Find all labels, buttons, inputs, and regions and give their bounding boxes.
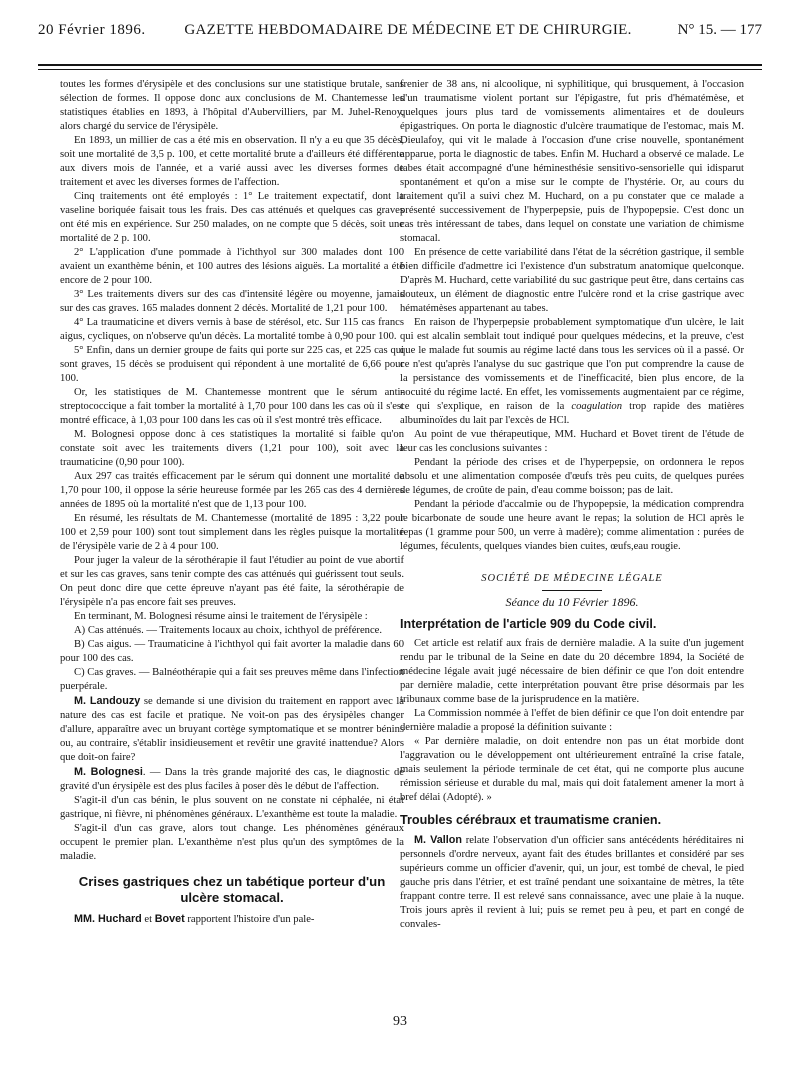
paragraph-text: En raison de l'hyperpepsie probablement symptomatique d'un ulcère, le lait qui est alcalin semblait tout indiqué pour quelques médecins, et la preuve, c'est que le malade fut soumis au régime lacté dans tous les services où il a passé. Or ce n'est qu'après l'analyse du suc gastrique que l'on put comprendre la cause de la persistance des vomissements et de l'inefficacité, bien plus encore, de la nocuité du régime lacté. En effet, les vomissements augmentaient par ce régime, ce qui s'explique, en raison de la [400, 317, 744, 412]
paragraph: 3° Les traitements divers sur des cas d'intensité légère ou moyenne, jamais sur des cas graves. 165 malades donnent 2 décès. Mortalité de 1,21 pour 100. [60, 289, 404, 314]
paragraph: 4° La traumaticine et divers vernis à base de stérésol, etc. Sur 115 cas francs aigus, cycliques, on n'observe qu'un décès. La mortalité tombe à 0,90 pour 100. [60, 317, 404, 342]
paragraph: Pendant la période des crises et de l'hyperpepsie, on ordonnera le repos absolu et une alimentation composée d'œufs très peu cuits, de quelques purées de légumes, de croûte de pain, d'eau comme boisson; pas de lait. [400, 457, 744, 496]
header-rule-thin [38, 69, 762, 70]
paragraph-text: trop rapide des matières albuminoïdes du lait par l'excès de HCl. [400, 401, 744, 426]
section-title: Crises gastriques chez un tabétique porteur d'un ulcère stomacal. [78, 874, 386, 905]
speaker-text: et [141, 914, 155, 925]
treatment-item-c: C) Cas graves. — Balnéothérapie qui a fait ses preuves même dans l'infection puerpérale. [60, 667, 404, 692]
issue-date: 20 Février 1896. [38, 22, 146, 38]
journal-title: GAZETTE HEBDOMADAIRE DE MÉDECINE ET DE CHIRURGIE. [184, 22, 632, 38]
right-column [400, 78, 744, 1010]
paragraph: En 1893, un millier de cas a été mis en observation. Il n'y a eu que 35 décès, soit une mortalité de 3,5 p. 100, et cette mortalité brute a d'ailleurs été différente aux divers mois de l'année, et a varié aussi avec les diverses formes de traitement et avec les diverses formes de l'affection. [60, 135, 404, 188]
paragraph: toutes les formes d'érysipèle et des conclusions sur une statistique brutale, sans sélection de formes. Il oppose donc aux conclusions de M. Chantemesse les statistiques établies en 1893, à l'hôpital d'Aubervilliers, par M. Juhel-Renoy, alors chargé du service de l'érysipèle. [60, 79, 404, 132]
speaker-text: relate l'observation d'un officier sans antécédents héréditaires ni personnels d'ordre nerveux, ayant fait des études brillantes et considéré par ses supérieurs comme un officier d'avenir, qui, un jour, est tombé de cheval, le pied gauche pris dans l'étrier, et est traîné pendant une soixantaine de mètres, la tête frappant contre terre. Il est relevé sans connaissance, avec une plaie à la nuque. Trois jours après il revient à lui; puis se remet peu à peu, et part en congé de convales- [400, 835, 744, 930]
speaker-name: M. Bolognesi [74, 766, 143, 778]
speaker-name: Bovet [154, 913, 185, 925]
paragraph: En terminant, M. Bolognesi résume ainsi le traitement de l'érysipèle : [74, 611, 368, 622]
paragraph-bolognesi [60, 765, 404, 794]
paragraph-huchard [60, 912, 404, 927]
speaker-name: M. Vallon [414, 834, 462, 846]
paragraph: Aux 297 cas traités efficacement par le sérum qui donnent une mortalité de 1,70 pour 100, il oppose la série heureuse formée par les 265 cas des 4 dernières années de 1895 où la mortalité n'est que de 1,13 pour 100. [60, 471, 404, 510]
paragraph: Pendant la période d'accalmie ou de l'hypopepsie, la médication comprendra le bicarbonate de soude une heure avant le repas; la solution de HCl après le repas (1 gramme pour 500, un verre à madère); comme alimentation : purées de légumes, féculents, quelques viandes bien cuites, œufs,eau rougie. [400, 499, 744, 552]
speaker-text: . — Dans la très grande majorité des cas, le diagnostic de gravité d'un érysipèle est des plus faciles à poser dès le début de l'affection. [60, 767, 404, 792]
paragraph-landouzy [60, 694, 404, 765]
paragraph-vallon [400, 833, 744, 932]
paragraph: Or, les statistiques de M. Chantemesse montrent que le sérum anti-streptococcique a fait tomber la mortalité à 1,70 pour 100 dans les cas où il s'est montré efficace, à 1,03 pour 100 dans les cas où il s'est montré très efficace. [60, 387, 404, 426]
speaker-name: MM. Huchard [74, 913, 142, 925]
article-title: Troubles cérébraux et traumatisme cranien. [400, 813, 662, 827]
paragraph: Cinq traitements ont été employés : 1° Le traitement expectatif, dont la vaseline boriquée faisait tous les frais. Des cas atténués et quelques cas graves ont été mis en expérience. Sur 250 malades, on ne compte que 5 décès, soit une mortalité de 2 p. 100. [60, 191, 404, 244]
treatment-item-a: A) Cas atténués. — Traitements locaux au choix, ichthyol de préférence. [74, 625, 383, 636]
paragraph: S'agit-il d'un cas bénin, le plus souvent on ne constate ni céphalée, ni état gastrique, ni fièvre, ni phénomènes généraux. L'exanthème est toute la maladie. [60, 795, 404, 820]
header-rule [38, 64, 762, 66]
speaker-text: rapportent l'histoire d'un pale- [184, 914, 315, 925]
paragraph: M. Bolognesi oppose donc à ces statistiques la mortalité si faible qu'on constate soit avec les traitements divers (1,21 pour 100), soit avec la traumaticine (0,90 pour 100). [60, 429, 404, 468]
article-title: Interprétation de l'article 909 du Code civil. [400, 617, 657, 631]
paragraph: En présence de cette variabilité dans l'état de la sécrétion gastrique, il semble bien difficile d'admettre ici l'existence d'un substratum anatomique quelconque. D'après M. Huchard, cette variabilité du suc gastrique peut être, dans certains cas douteux, un élément de diagnostic entre l'ulcère rond et la crise gastrique avec hématémèses appartenant au tabes. [400, 247, 744, 314]
paragraph: Pour juger la valeur de la sérothérapie il faut l'étudier au point de vue abortif et sur les cas graves, sans tenir compte des cas atténués qui guérissent tout seuls. On peut donc dire que cette épreuve n'ayant pas été faite, la sérothérapie de l'érysipèle n'a pas encore fait ses preuves. [60, 555, 404, 608]
paragraph: Cet article est relatif aux frais de dernière maladie. A la suite d'un jugement rendu par le tribunal de la Seine en date du 20 décembre 1894, la Société de médecine légale avait jugé nécessaire de bien définir ce que l'on doit entendre par dernière maladie, cette interprétation pouvant être prise désormais par les tribunaux comme base de la jurisprudence en la matière. [400, 638, 744, 705]
paragraph: La Commission nommée à l'effet de bien définir ce que l'on doit entendre par dernière maladie a proposé la définition suivante : [400, 708, 744, 733]
speaker-name: M. Landouzy [74, 695, 141, 707]
issue-number: N° 15. — 177 [677, 22, 762, 38]
paragraph: frenier de 38 ans, ni alcoolique, ni syphilitique, qui brusquement, à l'occasion d'un traumatisme violent portant sur l'épigastre, fut pris d'hématémèse, et quelques jours plus tard de vomissements alimentaires et de douleurs épigastriques. On porta le diagnostic d'ulcère traumatique de l'estomac, mais M. Dieulafoy, qui vit le malade à l'occasion d'une crise nouvelle, spontanément apparue, porta le diagnostic de tabes. Enfin M. Huchard a observé ce malade. Le tabes était accompagné d'une héminesthésie sensitivo-sensorielle qui idisparut spontanément et qu'on a mise sur le compte de l'hystérie. Or, au cours du traitement qu'il a suivi chez M. Huchard, on a pu constater que ce malade a présenté successivement de l'hyperpepsie, puis de l'hypopepsie. C'est donc un cas très intéressant de tabes, dans lequel on constate une variation de chimisme stomacal. [400, 79, 744, 244]
page-folio: 93 [393, 1014, 407, 1029]
paragraph: 5° Enfin, dans un dernier groupe de faits qui porte sur 225 cas, et 225 cas qui sont graves, 15 décès se produisent qui répondent à une mortalité de 6,66 pour 100. [60, 345, 404, 384]
speaker-text: se demande si une division du traitement en rapport avec la nature des cas est facile et pratique. Ne voit-on pas des érysipèles changer d'allure, apparaître avec un bruyant cortège symptomatique et se montrer bénins ou, au contraire, s'établir insidieusement et revêtir une gravité inattendue? Alors que doit-on faire? [60, 696, 404, 763]
session-date: Séance du 10 Février 1896. [505, 595, 639, 609]
society-rule [542, 590, 602, 591]
paragraph: S'agit-il d'un cas grave, alors tout change. Les phénomènes généraux occupent le premier plan. L'exanthème n'est plus qu'un des symptômes de la maladie. [60, 823, 404, 862]
treatment-item-b: B) Cas aigus. — Traumaticine à l'ichthyol qui fait avorter la maladie dans 60 pour 100 des cas. [60, 639, 404, 664]
paragraph [400, 316, 744, 428]
society-heading: SOCIÉTÉ DE MÉDECINE LÉGALE [481, 573, 663, 584]
quotation: « Par dernière maladie, on doit entendre non pas un état morbide dont l'aggravation ou le développement ont ultérieurement entraîné la crise fatale, mais seulement la période terminale de cet état, qui ne comporte plus aucune rémission sérieuse et durable du mal, mais qui doit fatalement amener la mort à bref délai (Adopté). » [400, 736, 744, 803]
paragraph: Au point de vue thérapeutique, MM. Huchard et Bovet tirent de l'étude de leur cas les conclusions suivantes : [400, 429, 744, 454]
paragraph: En résumé, les résultats de M. Chantemesse (mortalité de 1895 : 3,22 pour 100 et 2,59 pour 100) sont tout simplement dans les règles puisque la mortalité de l'érysipèle varie de 2 à 4 pour 100. [60, 513, 404, 552]
left-column [60, 78, 404, 1010]
emphasis: coagulation [571, 401, 623, 412]
running-header [38, 14, 762, 44]
paragraph: 2° L'application d'une pommade à l'ichthyol sur 300 malades dont 100 avaient un exanthème bénin, et 100 autres des lésions aiguës. La mortalité a été encore de 2 pour 100. [60, 247, 404, 286]
